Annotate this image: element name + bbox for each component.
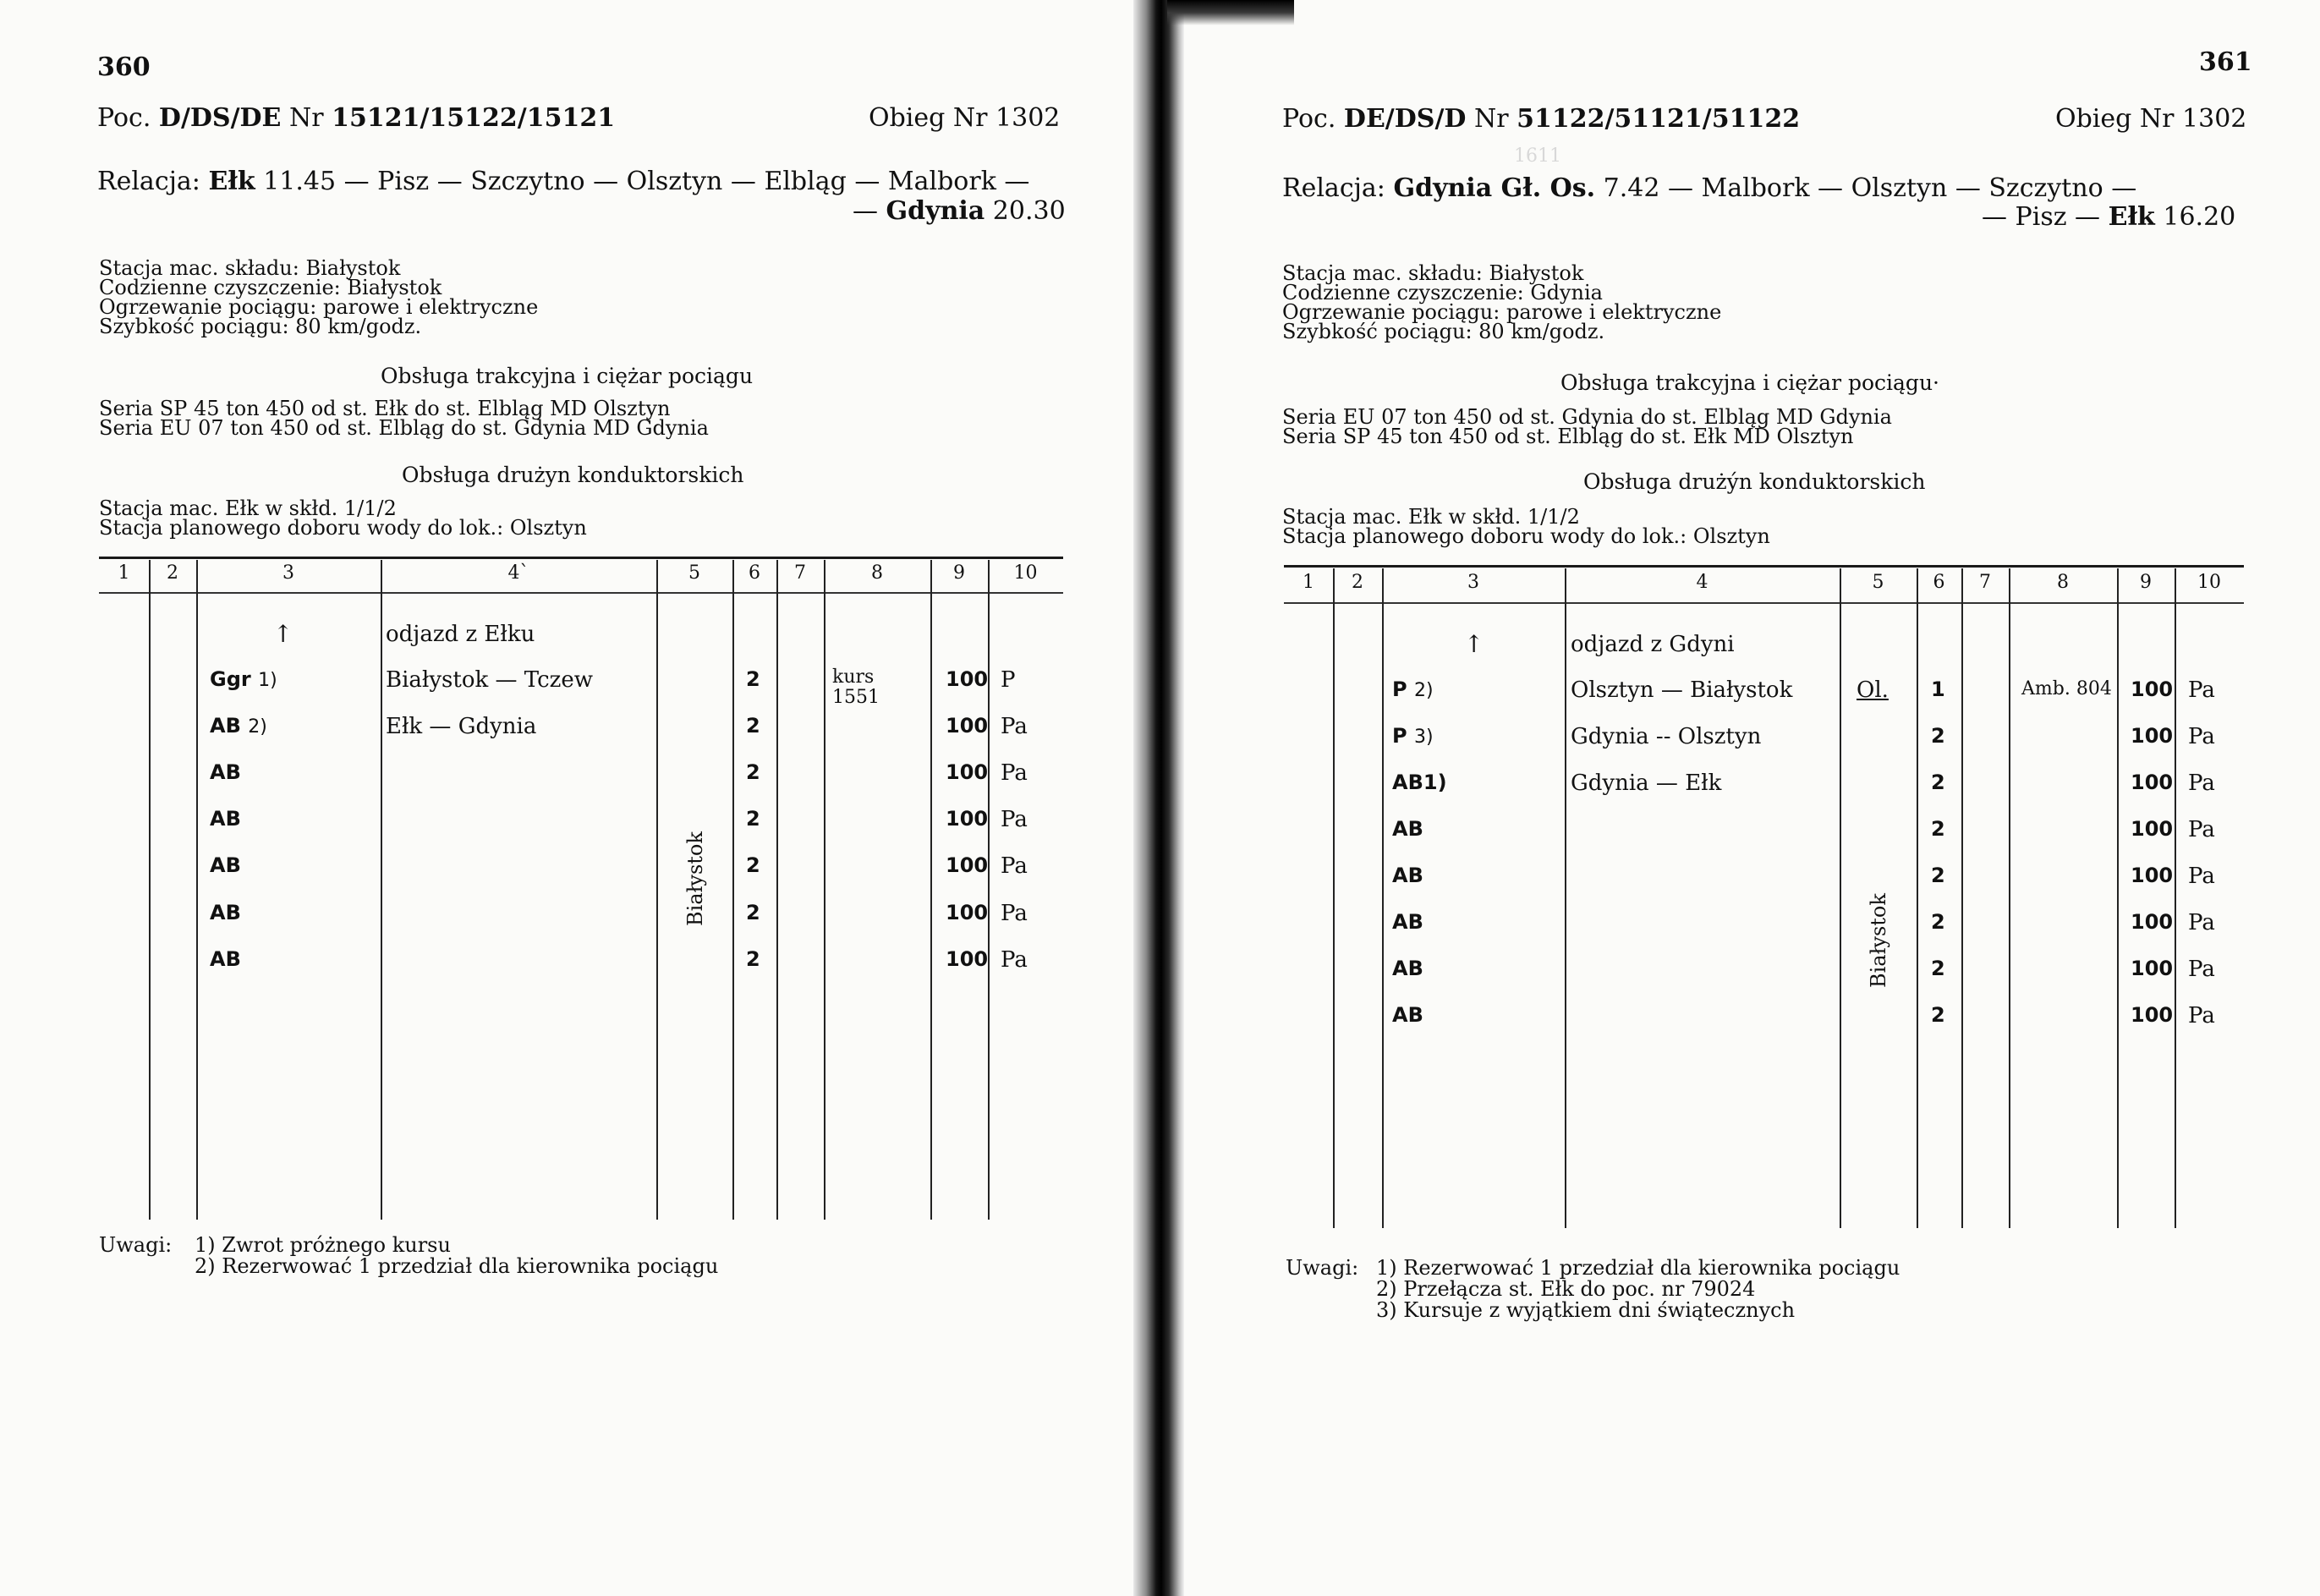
class-cell: 1 — [1931, 677, 1945, 701]
col-divider — [1382, 568, 1384, 1228]
col-divider — [1840, 568, 1841, 1228]
code-cell: Pa — [1001, 901, 1028, 926]
traction-heading: Obsługa trakcyjna i ciężar pociągu· — [1560, 370, 1939, 395]
info-line: Stacja mac. składu: Białystok — [99, 256, 401, 280]
vehicle-type: AB — [1392, 1003, 1423, 1027]
class-cell: 2 — [746, 807, 760, 831]
vehicle-type: AB — [210, 760, 241, 784]
train-type: D/DS/DE — [158, 103, 282, 133]
col-header: 2 — [167, 562, 178, 584]
table-row-vehicle — [1392, 771, 1447, 794]
capacity-cell: 100 — [946, 947, 989, 971]
left-page — [0, 0, 1138, 1596]
departure-text: odjazd z Gdyni — [1571, 632, 1735, 657]
vehicle-note: 2) — [1413, 680, 1434, 701]
train-numbers: 51122/51121/51122 — [1517, 104, 1801, 134]
capacity-cell: 100 — [946, 807, 989, 831]
code-cell: Pa — [1001, 947, 1028, 973]
remark-cell: Amb. 804 — [2021, 678, 2112, 699]
column5-station-vertical: Białystok — [683, 831, 707, 926]
capacity-cell: 100 — [2131, 1003, 2174, 1027]
code-cell: Pa — [2188, 677, 2215, 703]
class-cell: 2 — [1931, 817, 1945, 841]
table-header-rule — [1284, 602, 2244, 604]
vehicle-type: Ggr — [210, 667, 251, 691]
vehicle-note: 3) — [1413, 727, 1434, 748]
obieg-number: Obieg Nr 1302 — [2055, 104, 2247, 134]
table-top-rule — [99, 557, 1063, 559]
code-cell: Pa — [2188, 957, 2215, 982]
col-header: 10 — [2197, 572, 2221, 593]
notes-list — [1376, 1258, 1900, 1321]
train-header — [1282, 104, 1800, 134]
info-block — [1282, 261, 1722, 343]
capacity-cell: 100 — [946, 714, 989, 738]
train-type: DE/DS/D — [1343, 104, 1467, 134]
capacity-cell: 100 — [2131, 677, 2174, 701]
traction-block — [1282, 405, 1892, 448]
vehicle-type: AB — [1392, 910, 1423, 934]
vehicle-type: P — [1392, 677, 1407, 701]
col-header: 8 — [871, 562, 883, 584]
nr-label: Nr — [288, 103, 324, 133]
route-cell: Gdynia -- Olsztyn — [1571, 724, 1762, 749]
info-block — [99, 256, 539, 338]
col-divider — [2175, 568, 2176, 1228]
direction-arrow-icon: ↑ — [1464, 630, 1484, 658]
capacity-cell: 100 — [2131, 817, 2174, 841]
code-cell: Pa — [2188, 864, 2215, 889]
relation-line-1 — [1282, 173, 2136, 203]
relation-line-1 — [97, 167, 1029, 196]
relation-dash: — — [853, 196, 878, 226]
capacity-cell: 100 — [946, 901, 989, 924]
capacity-cell: 100 — [2131, 957, 2174, 980]
nr-label: Nr — [1473, 104, 1509, 134]
class-cell: 2 — [1931, 771, 1945, 794]
traction-line: Seria EU 07 ton 450 od st. Elbląg do st. Gdynia MD Gdynia — [99, 416, 709, 440]
traction-line: Seria SP 45 ton 450 od st. Elbląg do st. Ełk MD Olsztyn — [1282, 425, 1854, 448]
vehicle-type: AB — [210, 714, 241, 738]
code-cell: Pa — [2188, 910, 2215, 935]
train-numbers: 15121/15122/15121 — [332, 103, 616, 133]
col-header: 2 — [1352, 572, 1363, 593]
capacity-cell: 100 — [2131, 771, 2174, 794]
vehicle-note: 1) — [258, 670, 277, 691]
relation-dash: — Pisz — — [1982, 202, 2101, 232]
col-divider — [1565, 568, 1566, 1228]
col-header: 1 — [118, 562, 130, 584]
vehicle-note: 2) — [248, 716, 267, 738]
col-divider — [381, 560, 382, 1220]
direction-arrow-icon: ↑ — [273, 620, 293, 648]
right-page — [1180, 0, 2320, 1596]
book-gutter — [1133, 0, 1184, 1596]
header-prefix: Poc. — [1282, 104, 1336, 134]
col-header: 7 — [794, 562, 806, 584]
departure-text: odjazd z Ełku — [386, 622, 535, 647]
col-divider — [149, 560, 151, 1220]
table-top-rule — [1284, 565, 2244, 568]
relation-line-2 — [853, 196, 1066, 226]
relation-end: Gdynia — [886, 196, 985, 226]
vehicle-type: AB — [210, 901, 241, 924]
column5-station-vertical: Białystok — [1867, 893, 1890, 988]
traction-line: Seria EU 07 ton 450 od st. Gdynia do st. Elbląg MD Gdynia — [1282, 405, 1892, 429]
route-cell: Gdynia — Ełk — [1571, 771, 1722, 796]
table-row-vehicle — [1392, 724, 1434, 748]
col-header: 3 — [282, 562, 294, 584]
class-cell: 2 — [1931, 957, 1945, 980]
crew-block — [1282, 507, 1770, 546]
info-line: Szybkość pociągu: 80 km/godz. — [99, 315, 422, 338]
col-header: 6 — [1933, 572, 1945, 593]
col-header: 9 — [953, 562, 965, 584]
traction-heading: Obsługa trakcyjna i ciężar pociągu — [381, 364, 754, 388]
vehicle-type: AB — [210, 853, 241, 877]
note-item: 3) Kursuje z wyjątkiem dni świątecznych — [1376, 1298, 1796, 1322]
code-cell: P — [1001, 667, 1016, 693]
traction-line: Seria SP 45 ton 450 od st. Ełk do st. Elbląg MD Olsztyn — [99, 397, 671, 420]
capacity-cell: 100 — [2131, 864, 2174, 887]
code-cell: Pa — [2188, 771, 2215, 796]
vehicle-type: AB — [1392, 771, 1423, 794]
page-number: 360 — [97, 52, 151, 82]
vehicle-type: P — [1392, 724, 1407, 748]
table-row-vehicle — [210, 714, 267, 738]
col-divider — [1333, 568, 1335, 1228]
class-cell: 2 — [1931, 1003, 1945, 1027]
class-cell: 2 — [746, 714, 760, 738]
table-row-vehicle — [1392, 677, 1434, 701]
col-divider — [824, 560, 825, 1220]
class-cell: 2 — [746, 667, 760, 691]
capacity-cell: 100 — [2131, 724, 2174, 748]
col-header: 9 — [2140, 572, 2152, 593]
notes-label: Uwagi: — [1286, 1256, 1359, 1280]
notes-list — [195, 1235, 718, 1277]
vehicle-note: 1) — [1423, 771, 1447, 794]
crew-line: Stacja planowego doboru wody do lok.: Olsztyn — [99, 516, 587, 540]
col-header: 1 — [1303, 572, 1314, 593]
vehicle-type: AB — [1392, 864, 1423, 887]
relation-line-2 — [1982, 202, 2235, 232]
capacity-cell: 100 — [946, 760, 989, 784]
notes-label: Uwagi: — [99, 1233, 173, 1257]
col-header: 7 — [1979, 572, 1991, 593]
table-row-vehicle — [210, 667, 277, 691]
col-header: 8 — [2057, 572, 2069, 593]
crew-line: Stacja mac. Ełk w skłd. 1/1/2 — [99, 496, 397, 520]
vehicle-type: AB — [210, 807, 241, 831]
col-divider — [1917, 568, 1918, 1228]
col-divider — [1961, 568, 1963, 1228]
col-header: 4` — [507, 562, 529, 584]
crew-block — [99, 496, 587, 540]
code-cell: Pa — [1001, 807, 1028, 832]
relation-rest: 7.42 — Malbork — Olsztyn — Szczytno — — [1603, 173, 2137, 203]
route-cell: Ełk — Gdynia — [386, 714, 537, 739]
remark-cell: kurs 1551 — [832, 666, 880, 708]
code-cell: Pa — [1001, 853, 1028, 879]
relation-start: Ełk — [208, 167, 255, 196]
info-line: Codzienne czyszczenie: Białystok — [99, 276, 442, 299]
col-header: 4 — [1696, 572, 1708, 593]
note-item: 1) Rezerwować 1 przedział dla kierownika pociągu — [1376, 1256, 1900, 1280]
class-cell: 2 — [1931, 864, 1945, 887]
col-divider — [656, 560, 658, 1220]
col-header: 3 — [1467, 572, 1479, 593]
capacity-cell: 100 — [2131, 910, 2174, 934]
obieg-number: Obieg Nr 1302 — [869, 103, 1061, 133]
crew-line: Stacja planowego doboru wody do lok.: Olsztyn — [1282, 524, 1770, 548]
table-header-rule — [99, 592, 1063, 594]
col-header: 5 — [688, 562, 700, 584]
col-header: 10 — [1013, 562, 1038, 584]
info-line: Szybkość pociągu: 80 km/godz. — [1282, 320, 1605, 343]
relation-end-time: 16.20 — [2163, 202, 2236, 232]
class-cell: 2 — [1931, 910, 1945, 934]
traction-block — [99, 399, 709, 438]
relation-end-time: 20.30 — [992, 196, 1066, 226]
capacity-cell: 100 — [946, 667, 989, 691]
col-divider — [930, 560, 932, 1220]
station-cell: Ol. — [1857, 677, 1889, 703]
class-cell: 2 — [746, 760, 760, 784]
crew-line: Stacja mac. Ełk w skłd. 1/1/2 — [1282, 505, 1580, 529]
col-divider — [732, 560, 734, 1220]
vehicle-type: AB — [1392, 817, 1423, 841]
info-line: Codzienne czyszczenie: Gdynia — [1282, 281, 1603, 304]
info-line: Ogrzewanie pociągu: parowe i elektryczne — [99, 295, 539, 319]
col-header: 6 — [749, 562, 760, 584]
relation-label: Relacja: — [97, 167, 200, 196]
col-divider — [2009, 568, 2010, 1228]
crew-heading: Obsługa drużýn konduktorskich — [1583, 469, 1926, 494]
capacity-cell: 100 — [946, 853, 989, 877]
col-header: 5 — [1872, 572, 1884, 593]
col-divider — [988, 560, 990, 1220]
code-cell: Pa — [1001, 760, 1028, 786]
col-divider — [196, 560, 198, 1220]
code-cell: Pa — [2188, 724, 2215, 749]
note-item: 2) Rezerwować 1 przedział dla kierownika pociągu — [195, 1254, 719, 1278]
class-cell: 2 — [746, 901, 760, 924]
code-cell: Pa — [2188, 1003, 2215, 1028]
route-cell: Białystok — Tczew — [386, 667, 593, 693]
page-number: 361 — [2199, 47, 2252, 77]
header-prefix: Poc. — [97, 103, 151, 133]
relation-end: Ełk — [2108, 202, 2155, 232]
code-cell: Pa — [1001, 714, 1028, 739]
relation-rest: 11.45 — Pisz — Szczytno — Olsztyn — Elbląg — Malbork — — [263, 167, 1030, 196]
class-cell: 2 — [746, 853, 760, 877]
class-cell: 2 — [746, 947, 760, 971]
note-item: 1) Zwrot próżnego kursu — [195, 1233, 451, 1257]
class-cell: 2 — [1931, 724, 1945, 748]
info-line: Stacja mac. składu: Białystok — [1282, 261, 1584, 285]
vehicle-type: AB — [1392, 957, 1423, 980]
code-cell: Pa — [2188, 817, 2215, 842]
relation-label: Relacja: — [1282, 173, 1385, 203]
route-cell: Olsztyn — Białystok — [1571, 677, 1793, 703]
faint-stamp-number: 1611 — [1514, 145, 1561, 167]
crew-heading: Obsługa drużyn konduktorskich — [402, 463, 744, 487]
vehicle-type: AB — [210, 947, 241, 971]
col-divider — [776, 560, 778, 1220]
note-item: 2) Przełącza st. Ełk do poc. nr 79024 — [1376, 1277, 1756, 1301]
col-divider — [2117, 568, 2119, 1228]
relation-start: Gdynia Gł. Os. — [1393, 173, 1596, 203]
train-header — [97, 103, 615, 133]
info-line: Ogrzewanie pociągu: parowe i elektryczne — [1282, 300, 1722, 324]
